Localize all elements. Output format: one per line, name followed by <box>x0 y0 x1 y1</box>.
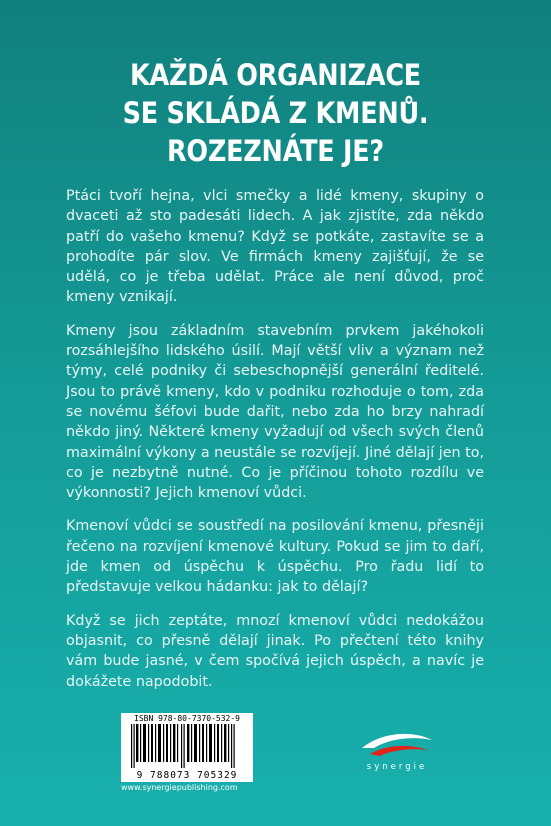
headline-line-2: SE SKLÁDÁ Z KMENŮ. <box>122 96 429 130</box>
headline-line-1: KAŽDÁ ORGANIZACE <box>130 58 421 92</box>
publisher-logo-text: synergie <box>366 762 428 772</box>
barcode-bars-icon <box>131 724 243 768</box>
headline-line-3: ROZEZNÁTE JE? <box>167 134 384 168</box>
headline <box>33 56 518 170</box>
isbn-label: ISBN 978-80-7370-532-9 <box>134 714 240 723</box>
paragraph-2: Kmeny jsou základním stavebním prvkem jakéhokoli rozsáhlejšího lidského úsilí. Mají větší vliv a význam než týmy, celé podniky či sebeschopnější generální ředitelé. Jsou to právě kmeny, kdo v podniku rozhoduje o tom, zda se novému šéfovi bude dařit, nebo zda ho brzy nahradí někdo jiný. Některé kmeny vyžadují od všech svých členů maximální výkony a neustále se rozvíjejí. Jiné dělají jen to, co je nezbytně nutné. Co je příčinou tohoto rozdílu ve výkonnosti? Jejich kmenoví vůdci. <box>66 322 485 502</box>
ean-digits: 9 788073 705329 <box>136 770 238 781</box>
paragraph-4: Když se jich zeptáte, mnozí kmenoví vůdci nedokážou objasnit, co přesně dělají jinak. Po přečtení této knihy vám bude jasné, v čem spočívá jejich úspěch, a navíc je dokážete napodobit. <box>66 612 484 690</box>
paragraph-3: Kmenoví vůdci se soustředí na posilování kmenu, přesněji řečeno na rozvíjení kmenové kultury. Pokud se jim to daří, jde kmen od úspěchu k úspěchu. Pro řadu lidí to představuje velkou hádanku: jak to dělají? <box>66 518 484 596</box>
blurb-text <box>66 186 484 705</box>
publisher-logo <box>352 726 442 776</box>
isbn-barcode <box>121 713 253 782</box>
website-link[interactable]: www.synergiepublishing.com <box>121 783 238 792</box>
synergie-swoosh-icon <box>352 726 442 762</box>
paragraph-1: Ptáci tvoří hejna, vlci smečky a lidé kmeny, skupiny o dvaceti až sto padesáti lidech. A jak zjistíte, zda někdo patří do vašeho kmenu? Když se potkáte, zastavíte se a prohodíte pár slov. Ve firmách kmeny zajišťují, že se udělá, co je třeba udělat. Práce ale není důvod, proč kmeny vznikají. <box>66 188 484 306</box>
